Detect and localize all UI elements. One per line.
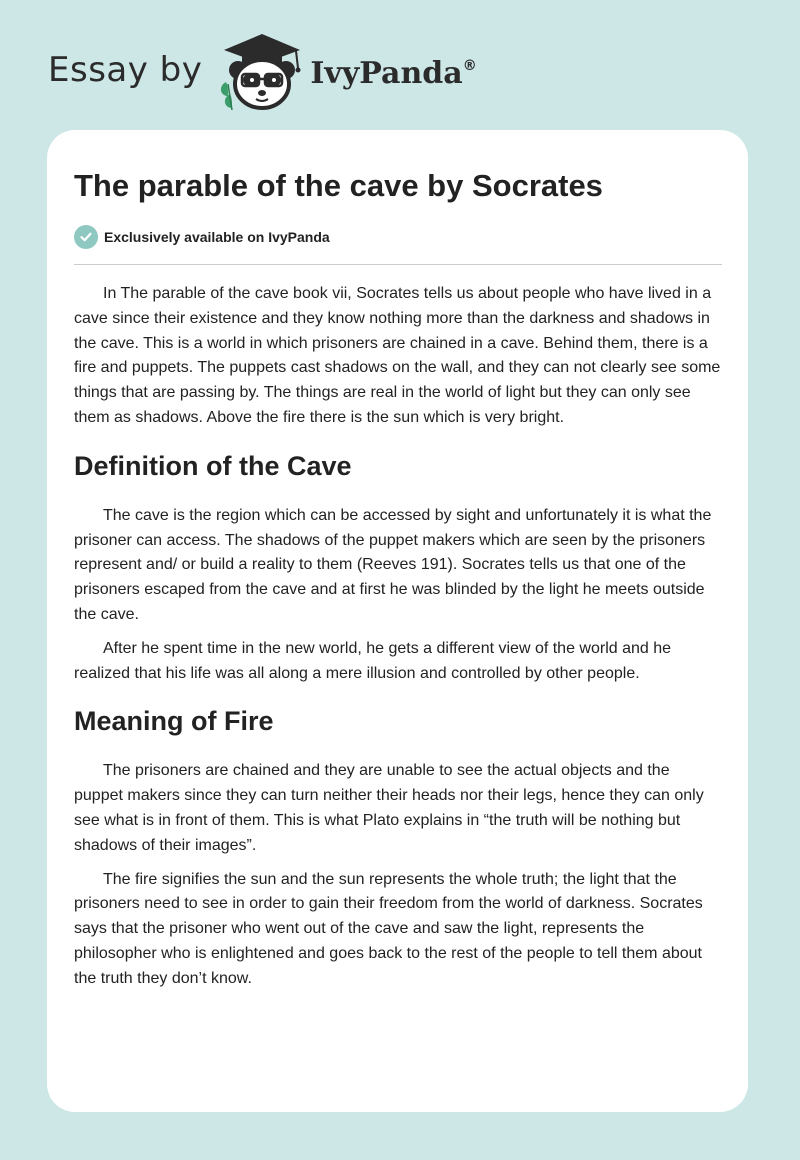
- section-heading-definition: Definition of the Cave: [74, 450, 352, 481]
- site-brand[interactable]: [48, 32, 477, 112]
- exclusive-label: Exclusively available on IvyPanda: [104, 229, 330, 245]
- title-divider: [74, 264, 722, 265]
- registered-mark: ®: [462, 57, 477, 74]
- brand-name: [310, 56, 476, 91]
- paragraph: The prisoners are chained and they are unable to see the actual objects and the puppet makers since they can turn neither their heads nor their legs, hence they can only see what is in front of them. This is what Plato explains in “the truth will be nothing but shadows of their images”.: [74, 762, 704, 854]
- check-circle-icon: [74, 225, 98, 249]
- section-heading-fire: Meaning of Fire: [74, 706, 274, 737]
- essay-title: The parable of the cave by Socrates: [74, 168, 603, 203]
- intro-paragraph: In The parable of the cave book vii, Socrates tells us about people who have lived in a cave since their existence and they know nothing more than the darkness and shadows in the cave. This is a world in which prisoners are chained in a cave. Behind them, there is a fire and puppets. The puppets cast shadows on the wall, and they can not clearly see some things that are passing by. The things are real in the world of light but they can only see them as shadows. Above the fire there is the sun which is very bright.: [74, 285, 721, 426]
- essay-card: [47, 130, 748, 1112]
- paragraph: The fire signifies the sun and the sun represents the whole truth; the light that the prisoners need to see in order to gain their freedom from the world of darkness. Socrates says that the prisoner who went out of the cave and saw the light, represents the philosopher who is enlightened and goes back to the rest of the people to tell them about the truth they don’t know.: [74, 870, 703, 987]
- exclusive-badge: [74, 224, 722, 250]
- brand-prefix: Essay by: [48, 50, 203, 90]
- paragraph: The cave is the region which can be accessed by sight and unfortunately it is what the prisoner can access. The shadows of the puppet makers which are seen by the prisoners represent and/ or build a reality to them (Reeves 191). Socrates tells us that one of the prisoners escaped from the cave and at first he was blinded by the light he meets outside the cave.: [74, 506, 712, 623]
- panda-logo-icon: [216, 32, 308, 112]
- brand-name-text: IvyPanda: [310, 55, 463, 91]
- paragraph: After he spent time in the new world, he gets a different view of the world and he realized that his life was all along a mere illusion and controlled by other people.: [74, 639, 672, 682]
